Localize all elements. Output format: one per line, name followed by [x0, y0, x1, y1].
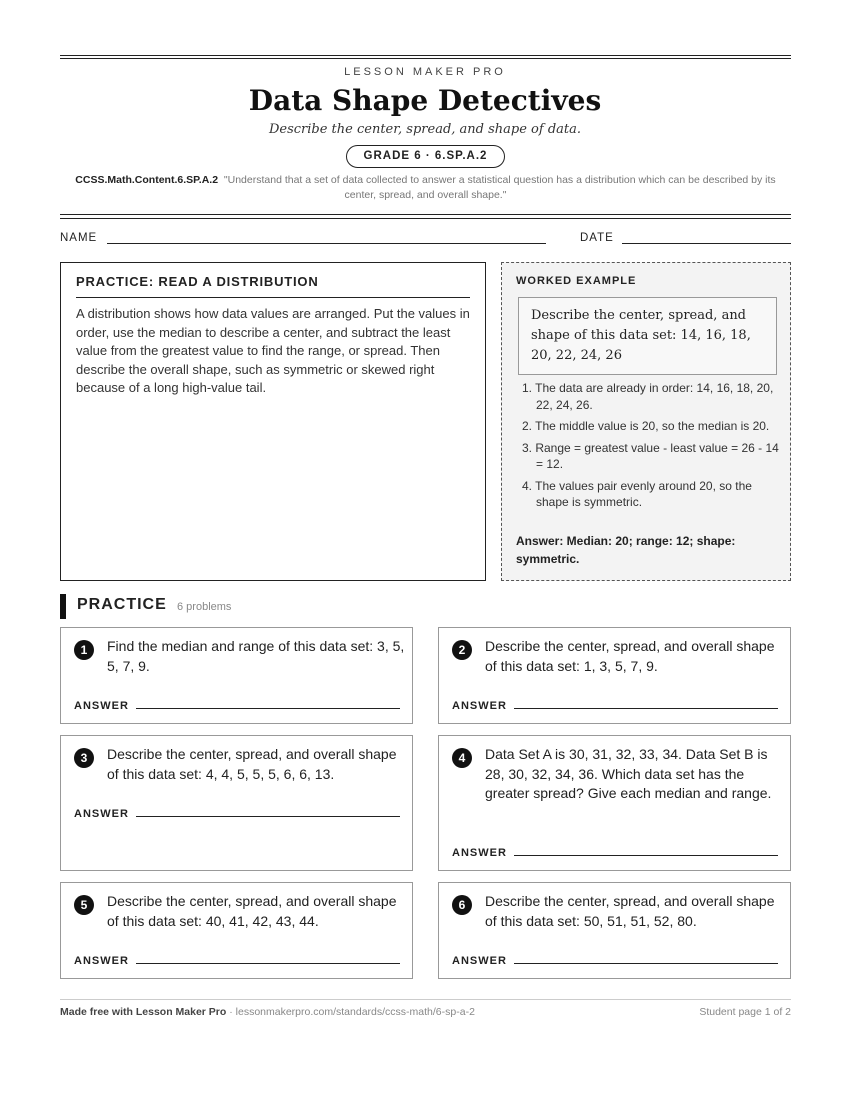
- problem-number: 2: [452, 640, 472, 660]
- problem-number: 6: [452, 895, 472, 915]
- problem-card-4: [438, 735, 791, 871]
- problem-text: Describe the center, spread, and overall shape of this data set: 40, 41, 42, 43, 44.: [107, 893, 397, 929]
- problem-card-2: [438, 627, 791, 724]
- answer-field[interactable]: [514, 708, 778, 709]
- step-item: 4. The values pair evenly around 20, so the shape is symmetric.: [522, 478, 752, 509]
- footer-rule: [60, 999, 791, 1000]
- answer-label: ANSWER: [74, 955, 129, 967]
- problem-card-5: [60, 882, 413, 979]
- header-double-rule: [60, 214, 791, 215]
- standard-statement: [60, 173, 791, 203]
- worked-example-question: Describe the center, spread, and shape of this data set: 14, 16, 18, 20, 22, 24, 26: [518, 297, 777, 375]
- footer-credit: [60, 1006, 475, 1018]
- worksheet-subtitle: Describe the center, spread, and shape of data.: [268, 122, 582, 137]
- date-field[interactable]: [622, 243, 791, 244]
- intro-divider: [76, 297, 470, 298]
- problem-card-3: [60, 735, 413, 871]
- practice-accent-bar: [60, 594, 66, 619]
- practice-count: 6 problems: [177, 601, 232, 613]
- grade-badge: GRADE 6 · 6.SP.A.2: [346, 145, 505, 168]
- answer-label: ANSWER: [452, 955, 507, 967]
- name-field[interactable]: [107, 243, 546, 244]
- problem-card-1: [60, 627, 413, 724]
- top-double-rule: [60, 55, 791, 56]
- problem-number: 4: [452, 748, 472, 768]
- header-double-rule-inner: [60, 218, 791, 219]
- worked-example-panel: [501, 262, 791, 581]
- problem-number: 1: [74, 640, 94, 660]
- practice-title: PRACTICE: [77, 596, 167, 613]
- problem-text: Find the median and range of this data set: 3, 5, 5, 7, 9.: [107, 638, 405, 674]
- intro-heading: PRACTICE: READ A DISTRIBUTION: [76, 274, 319, 289]
- intro-panel: [60, 262, 486, 581]
- step-item: 3. Range = greatest value - least value = 26 - 14 = 12.: [522, 440, 779, 471]
- problem-number: 3: [74, 748, 94, 768]
- answer-field[interactable]: [514, 855, 778, 856]
- problem-text: Describe the center, spread, and overall shape of this data set: 4, 4, 5, 5, 5, 6, 6, 13.: [107, 746, 397, 782]
- answer-field[interactable]: [136, 963, 400, 964]
- footer-made-with: Made free with Lesson Maker Pro: [60, 1006, 227, 1018]
- problem-card-6: [438, 882, 791, 979]
- footer-url[interactable]: · lessonmakerpro.com/standards/ccss-math/6-sp-a-2: [229, 1006, 475, 1018]
- footer-page-number: Student page 1 of 2: [699, 1006, 791, 1018]
- date-label: DATE: [580, 232, 614, 244]
- answer-field[interactable]: [136, 816, 400, 817]
- problem-text: Data Set A is 30, 31, 32, 33, 34. Data Set B is 28, 30, 32, 34, 36. Which data set has the greater spread? Give each median and range.: [485, 746, 772, 801]
- problem-number: 5: [74, 895, 94, 915]
- worked-example-label: WORKED EXAMPLE: [516, 275, 637, 287]
- top-double-rule-inner: [60, 58, 791, 59]
- answer-label: ANSWER: [74, 808, 129, 820]
- standard-code: CCSS.Math.Content.6.SP.A.2: [75, 174, 219, 186]
- step-item: 2. The middle value is 20, so the median is 20.: [522, 419, 770, 433]
- worked-example-answer: Answer: Median: 20; range: 12; shape: symmetric.: [516, 534, 736, 566]
- answer-label: ANSWER: [452, 700, 507, 712]
- answer-field[interactable]: [136, 708, 400, 709]
- brand-label: LESSON MAKER PRO: [344, 66, 506, 78]
- worksheet-title: Data Shape Detectives: [248, 84, 602, 117]
- name-label: NAME: [60, 232, 98, 244]
- problem-text: Describe the center, spread, and overall shape of this data set: 1, 3, 5, 7, 9.: [485, 638, 775, 674]
- step-item: 1. The data are already in order: 14, 16, 18, 20, 22, 24, 26.: [522, 381, 774, 412]
- problem-text: Describe the center, spread, and overall shape of this data set: 50, 51, 51, 52, 80.: [485, 893, 775, 929]
- worked-example-steps: [516, 380, 784, 516]
- answer-label: ANSWER: [74, 700, 129, 712]
- intro-body: A distribution shows how data values are arranged. Put the values in order, use the median to describe a center, and subtract the least value from the greatest value to find the range, or spread. Then describe the overall shape, such as symmetric or skewed right because of a long high-value tail.: [76, 306, 470, 395]
- standard-text: "Understand that a set of data collected to answer a statistical question has a distribution which can be described by its center, spread, and overall shape.": [223, 174, 776, 201]
- answer-field[interactable]: [514, 963, 778, 964]
- answer-label: ANSWER: [452, 847, 507, 859]
